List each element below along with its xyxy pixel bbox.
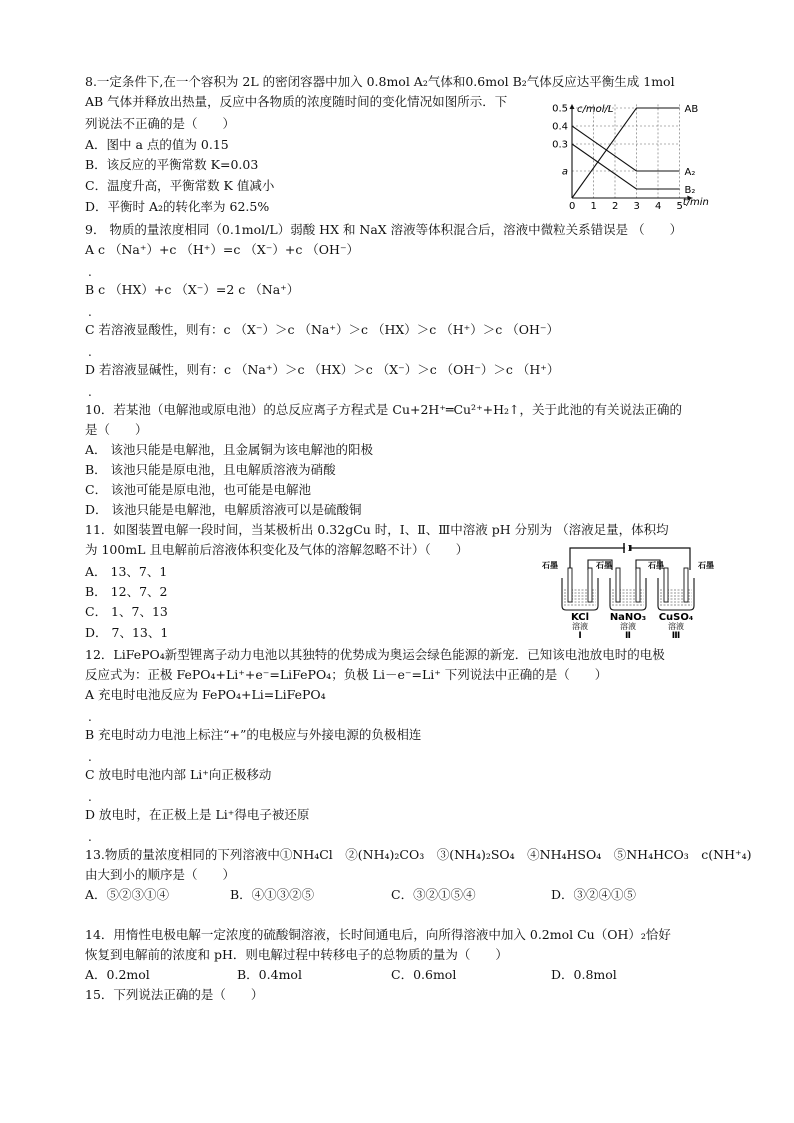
q12-dot: .: [88, 830, 92, 844]
q14-option-a: A．0.2mol: [85, 967, 150, 982]
electrode-label: 石墨: [698, 561, 714, 570]
cell-number-label: Ⅰ: [578, 631, 582, 640]
q12-stem-line2: 反应式为：正极 FePO₄+Li⁺+e⁻=LiFePO₄；负极 Li－e⁻=Li⁺ 下列说法中正确的是（ ）: [85, 667, 608, 682]
q12-stem-line1: 12．LiFePO₄新型锂离子动力电池以其独特的优势成为奥运会绿色能源的新宠．已知该电池放电时的电极: [85, 647, 665, 662]
cell-solute-label: KCl: [570, 612, 590, 623]
x-tick-label: 3: [633, 201, 640, 212]
cell-number-label: Ⅲ: [671, 631, 681, 640]
q13-option-c: C．③②①⑤④: [391, 887, 476, 902]
q10-option-c: C． 该池可能是原电池，也可能是电解池: [85, 482, 312, 497]
q14-option-c: C．0.6mol: [391, 967, 457, 982]
q9-option-b: B c （HX）+c （X⁻）=2 c （Na⁺）: [85, 282, 300, 297]
q8-stem-line3: 列说法不正确的是（ ）: [85, 116, 236, 131]
q9-option-c: C 若溶液显酸性，则有：c （X⁻）＞c （Na⁺）＞c （HX）＞c （H⁺）＞c （OH⁻）: [85, 322, 559, 337]
series-line: [572, 144, 680, 189]
electrode: [664, 568, 668, 602]
y-axis-label: c/mol/L: [577, 104, 614, 115]
q13-stem-line2: 由大到小的顺序是（ ）: [85, 867, 236, 882]
q11-stem-line1: 11．如图装置电解一段时间，当某极析出 0.32gCu 时，Ⅰ、Ⅱ、Ⅲ中溶液 pH 分别为 （溶液足量，体积均: [85, 522, 669, 537]
electrode-label: 石墨: [542, 561, 558, 570]
q8-stem-line2: AB 气体并释放出热量，反应中各物质的浓度随时间的变化情况如图所示．下: [85, 94, 508, 109]
q9-option-d: D 若溶液显碱性，则有：c （Na⁺）＞c （HX）＞c （X⁻）＞c （OH⁻）＞c （H⁺）: [85, 362, 560, 377]
y-tick-label: a: [561, 166, 568, 178]
electrode: [588, 568, 592, 602]
q14-stem-line1: 14．用惰性电极电解一定浓度的硫酸铜溶液，长时间通电后，向所得溶液中加入 0.2mol Cu（OH）₂恰好: [85, 927, 671, 942]
q9-dot: .: [88, 265, 92, 279]
electrode: [684, 568, 688, 602]
q10-stem-line2: 是（ ）: [85, 422, 148, 437]
q10-stem-line1: 10．若某池（电解池或原电池）的总反应离子方程式是 Cu+2H⁺═Cu²⁺+H₂↑，关于此池的有关说法正确的: [85, 402, 683, 417]
q9-dot: .: [88, 345, 92, 359]
x-tick-label: 2: [612, 201, 619, 212]
q10-option-b: B． 该池只能是原电池，且电解质溶液为硝酸: [85, 462, 336, 477]
q11-option-b: B． 12、7、2: [85, 584, 168, 599]
q12-option-b: B 充电时动力电池上标注“+”的电极应与外接电源的负极相连: [85, 727, 422, 742]
q8-stem-line1: 8.一定条件下,在一个容积为 2L 的密闭容器中加入 0.8mol A₂气体和0.6mol B₂气体反应达平衡生成 1mol: [85, 74, 675, 89]
q9-stem: 9． 物质的量浓度相同（0.1mol/L）弱酸 HX 和 NaX 溶液等体积混合后，溶液中微粒关系错误是 （ ）: [85, 222, 683, 237]
electrode: [636, 568, 640, 602]
y-tick-label: 0.5: [552, 103, 568, 115]
q12-dot: .: [88, 710, 92, 724]
q13-option-d: D．③②④①⑤: [551, 887, 637, 902]
series-line: [572, 126, 680, 171]
q12-option-d: D 放电时，在正极上是 Li⁺得电子被还原: [85, 807, 310, 822]
q8-concentration-chart: [540, 100, 730, 212]
q10-option-d: D． 该池只能是电解池，电解质溶液可以是硫酸铜: [85, 502, 362, 517]
cell-solution-label: 溶液: [620, 622, 636, 631]
series-line: [572, 108, 680, 198]
q12-dot: .: [88, 790, 92, 804]
electrode-label: 石墨: [596, 561, 612, 570]
electrode: [616, 568, 620, 602]
q9-option-a: A c （Na⁺）+c （H⁺）=c （X⁻）+c （OH⁻）: [85, 242, 360, 257]
q8-option-b: B．该反应的平衡常数 K=0.03: [85, 157, 259, 172]
q12-dot: .: [88, 750, 92, 764]
q12-option-a: A 充电时电池反应为 FePO₄+Li=LiFePO₄: [85, 687, 326, 702]
series-label: AB: [684, 104, 699, 115]
y-tick-label: 0.4: [552, 121, 568, 133]
y-axis-arrow: [570, 104, 575, 109]
q13-option-a: A．⑤②③①④: [85, 887, 170, 902]
q13-option-b: B．④①③②⑤: [230, 887, 315, 902]
q15-stem: 15．下列说法正确的是（ ）: [85, 987, 264, 1002]
q11-option-d: D． 7、13、1: [85, 625, 169, 640]
cell-solute-label: NaNO₃: [609, 612, 647, 623]
x-tick-label: 5: [676, 201, 683, 212]
battery-gap: [625, 546, 629, 550]
electrode-label: 石墨: [648, 561, 664, 570]
x-tick-label: 0: [569, 201, 576, 212]
q12-option-c: C 放电时电池内部 Li⁺向正极移动: [85, 767, 272, 782]
electrode: [568, 568, 572, 602]
q14-stem-line2: 恢复到电解前的浓度和 pH．则电解过程中转移电子的总物质的量为（ ）: [85, 947, 508, 962]
q9-dot: .: [88, 385, 92, 399]
x-tick-label: 1: [590, 201, 597, 212]
q9-dot: .: [88, 305, 92, 319]
cell-solution-label: 溶液: [668, 622, 684, 631]
x-axis-label: t/min: [682, 197, 709, 208]
q8-option-a: A．图中 a 点的值为 0.15: [85, 137, 229, 152]
q13-stem-line1: 13.物质的量浓度相同的下列溶液中①NH₄Cl ②(NH₄)₂CO₃ ③(NH₄)₂SO₄ ④NH₄HSO₄ ⑤NH₄HCO₃ c(NH⁺₄): [85, 847, 752, 862]
q8-option-d: D．平衡时 A₂的转化率为 62.5%: [85, 199, 270, 214]
q11-option-c: C． 1、7、13: [85, 604, 168, 619]
y-tick-label: 0.3: [552, 139, 568, 151]
cell-solute-label: CuSO₄: [658, 612, 694, 623]
cell-number-label: Ⅱ: [625, 631, 631, 640]
series-label: B₂: [684, 185, 696, 196]
q8-option-c: C．温度升高，平衡常数 K 值减小: [85, 178, 275, 193]
q11-electrolysis-figure: [540, 540, 720, 640]
q10-option-a: A． 该池只能是电解池，且金属铜为该电解池的阳极: [85, 442, 374, 457]
q11-option-a: A． 13、7、1: [85, 564, 168, 579]
q14-option-b: B．0.4mol: [237, 967, 302, 982]
series-label: A₂: [684, 167, 696, 178]
q14-option-d: D．0.8mol: [551, 967, 617, 982]
cell-solution-label: 溶液: [572, 622, 588, 631]
x-tick-label: 4: [655, 201, 662, 212]
q11-stem-line2: 为 100mL 且电解前后溶液体积变化及气体的溶解忽略不计）（ ）: [85, 542, 469, 557]
